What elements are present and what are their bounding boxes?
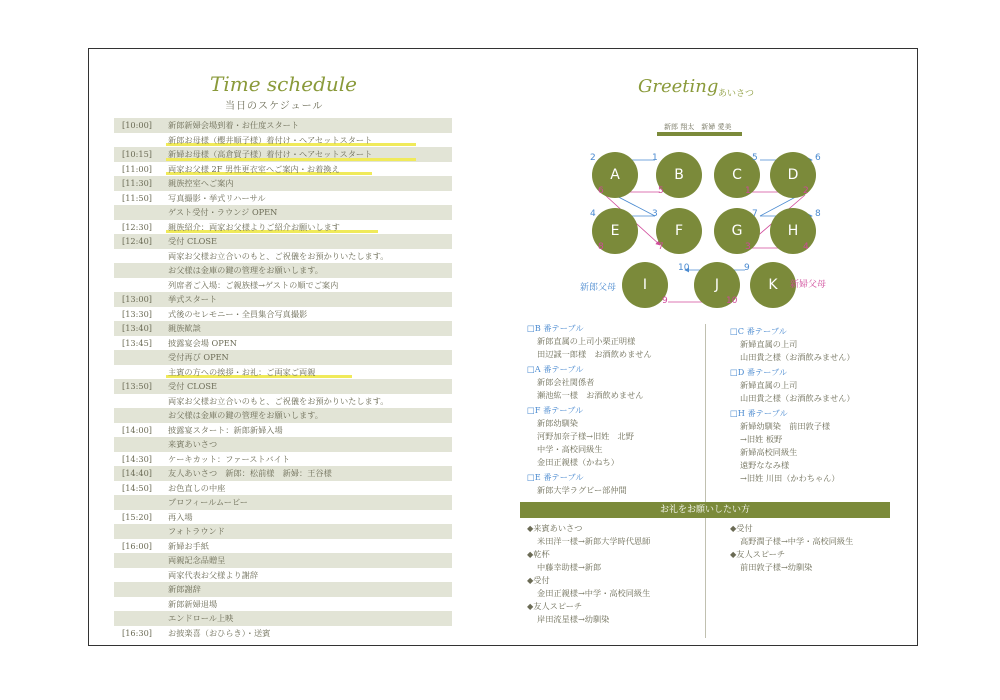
schedule-text: 来賓あいさつ: [168, 439, 218, 449]
table-note-heading: □B 番テーブル: [527, 323, 584, 333]
thanks-line: ◆友人スピーチ: [527, 601, 583, 611]
table-note-line: →旧姓 川田（かわちゃん）: [740, 473, 840, 483]
schedule-time: [14:50]: [122, 482, 152, 493]
seat-order-number: 9: [744, 263, 750, 273]
thanks-header: お礼をお願いしたい方: [520, 502, 890, 518]
schedule-text: 親族歓談: [168, 323, 201, 333]
schedule-text: フォトラウンド: [168, 526, 225, 536]
thanks-line: ◆受付: [730, 523, 753, 533]
schedule-time: [16:30]: [122, 627, 152, 638]
thanks-line: 前田敦子様→幼馴染: [740, 562, 813, 572]
schedule-text: 新郎謝辞: [168, 584, 201, 594]
table-note-heading: □E 番テーブル: [527, 472, 584, 482]
schedule-text: 両家お父様 2F 男性更衣室へご案内・お着換え: [168, 163, 340, 174]
table-note-line: 金田正親様（かねち）: [537, 457, 619, 467]
schedule-text: 親族控室へご案内: [168, 178, 234, 188]
thanks-line: 中藤幸助様→新郎: [537, 562, 602, 572]
table-note-line: →旧姓 板野: [740, 434, 783, 444]
schedule-text: 両親記念品贈呈: [168, 555, 226, 565]
table-j: J: [694, 262, 740, 308]
seat-order-number: 10: [726, 296, 738, 306]
thanks-line: ◆来賓あいさつ: [527, 523, 583, 533]
table-e: E: [592, 208, 638, 254]
table-note-line: 新婦幼馴染 前田敦子様: [740, 421, 831, 431]
seat-order-number: 6: [815, 153, 821, 163]
table-note: [527, 322, 652, 361]
schedule-time: [10:00]: [122, 120, 152, 130]
table-i: I: [622, 262, 668, 308]
table-f: F: [656, 208, 702, 254]
schedule-text: お披楽喜（おひらき）・送賓: [168, 627, 271, 638]
schedule-time: [14:40]: [122, 468, 152, 478]
table-note-line: 山田貴之様（お酒飲みません）: [740, 393, 855, 403]
schedule-text: 両家お父様お立合いのもと、ご祝儀をお預かりいたします。: [168, 395, 389, 406]
table-note-line: 河野加奈子様→旧姓 北野: [537, 431, 634, 441]
table-note: [527, 471, 627, 497]
table-note-line: 新婦直属の上司: [740, 380, 798, 390]
schedule-time: [12:30]: [122, 221, 152, 232]
schedule-time: [16:00]: [122, 540, 152, 551]
bride-parents-label: 新婦父母: [790, 280, 827, 290]
schedule-text: 披露宴会場 OPEN: [168, 337, 237, 348]
seat-order-number: 3: [745, 242, 751, 252]
thanks-line: 岸田流星様→幼馴染: [537, 614, 610, 624]
thanks-line: 金田正親様→中学・高校同級生: [537, 588, 651, 598]
schedule-text: 新婦お母様（高倉貿子様）着付け・ヘアセットスタート: [168, 149, 373, 159]
schedule-time: [13:00]: [122, 294, 152, 304]
seat-order-number: 4: [803, 242, 809, 252]
schedule-time: [13:45]: [122, 337, 152, 348]
schedule-time: [11:50]: [122, 192, 152, 203]
seat-order-number: 7: [658, 242, 664, 252]
couple-names: 新郎 翔太 新婦 愛美: [664, 123, 732, 131]
table-c: C: [714, 152, 760, 198]
seat-order-number: 2: [803, 186, 809, 196]
table-note-line: 新郎幼馴染: [537, 418, 578, 428]
schedule-text: 親族紹介：両家お父様よりご紹介お願いします: [168, 221, 340, 232]
table-b: B: [656, 152, 702, 198]
groom-parents-label: 新郎父母: [580, 283, 617, 293]
seat-order-number: 10: [678, 263, 690, 273]
column-divider: [705, 324, 706, 638]
greeting-title: Greeting: [638, 76, 719, 97]
thanks-line: 米田洋一様→新郎大学時代恩師: [537, 536, 651, 546]
table-note: [730, 325, 855, 364]
table-note-line: 新婦高校同級生: [740, 447, 798, 457]
schedule-text: 新婦お手紙: [168, 540, 209, 551]
seat-order-number: 1: [745, 186, 751, 196]
table-note-heading: □D 番テーブル: [730, 367, 788, 377]
greeting-subtitle: あいさつ: [718, 89, 755, 99]
schedule-text: 新郎新婦退場: [168, 598, 218, 609]
seat-order-number: 8: [815, 209, 821, 219]
schedule-time: [14:30]: [122, 453, 152, 464]
schedule-text: 友人あいさつ 新郎：松前様 新婦：王谷様: [168, 468, 332, 478]
schedule-text: 受付 CLOSE: [168, 236, 217, 246]
schedule-text: 受付 CLOSE: [168, 381, 217, 391]
table-note-line: 中学・高校同級生: [537, 444, 603, 454]
seat-order-number: 6: [598, 186, 604, 196]
schedule-text: 新郎お母様（櫻井順子様）着付け・ヘアセットスタート: [168, 134, 373, 145]
schedule-text: 写真撮影・挙式リハーサル: [168, 192, 266, 203]
seat-order-number: 8: [598, 242, 604, 252]
table-note-line: 新郎直属の上司小栗正明様: [537, 336, 636, 346]
seat-order-number: 3: [652, 209, 658, 219]
table-note-line: 山田貴之様（お酒飲みません）: [740, 352, 855, 362]
table-note-heading: □A 番テーブル: [527, 364, 584, 374]
table-note: [527, 363, 643, 402]
table-k: K: [750, 262, 796, 308]
seat-order-number: 1: [652, 153, 658, 163]
schedule-text: お父様は金庫の鍵の管理をお願いします。: [168, 410, 323, 420]
schedule-text: 両家代表お父様より謝辞: [168, 569, 259, 580]
thanks-line: ◆乾杯: [527, 549, 550, 559]
schedule-text: 披露宴スタート：新郎新婦入場: [168, 424, 283, 435]
seat-order-number: 5: [658, 186, 664, 196]
table-note-heading: □C 番テーブル: [730, 326, 787, 336]
seat-order-number: 5: [752, 153, 758, 163]
table-a: A: [592, 152, 638, 198]
table-note-line: 新郎大学ラグビー部仲間: [537, 485, 627, 495]
schedule-text: 新郎新婦会場到着・お仕度スタート: [168, 120, 300, 130]
schedule-time: [11:30]: [122, 178, 152, 188]
table-g: G: [714, 208, 760, 254]
seat-order-number: 7: [752, 209, 758, 219]
schedule-text: 主賓の方への挨拶・お礼：ご両家ご両親: [168, 366, 316, 377]
schedule-text: お色直しの中座: [168, 482, 226, 493]
schedule-text: 挙式スタート: [168, 294, 218, 304]
table-note-line: 新郎会社関係者: [537, 377, 595, 387]
table-note-line: 田辺誠一郎様 お酒飲めません: [537, 349, 652, 359]
thanks-line: 高野潤子様→中学・高校同級生: [740, 536, 854, 546]
thanks-list-left: [527, 522, 650, 626]
schedule-text: 式後のセレモニー・全員集合写真撮影: [168, 308, 308, 319]
schedule-text: 両家お父様お立合いのもと、ご祝儀をお預かりいたします。: [168, 250, 389, 261]
schedule-time: [10:15]: [122, 149, 152, 159]
thanks-line: ◆受付: [527, 575, 550, 585]
table-note-line: 新婦直属の上司: [740, 339, 798, 349]
schedule-text: エンドロール上映: [168, 613, 234, 623]
table-note-line: 遠野ななみ様: [740, 460, 790, 470]
table-d: D: [770, 152, 816, 198]
table-note: [527, 404, 634, 469]
table-note: [730, 407, 840, 485]
schedule-time: [12:40]: [122, 236, 152, 246]
schedule-time: [13:50]: [122, 381, 152, 391]
thanks-list-right: [730, 522, 853, 574]
seat-order-number: 2: [590, 153, 596, 163]
schedule-text: ゲスト受付・ラウンジ OPEN: [168, 207, 278, 217]
schedule-time: [13:40]: [122, 323, 152, 333]
schedule-time: [13:30]: [122, 308, 152, 319]
schedule-text: お父様は金庫の鍵の管理をお願いします。: [168, 265, 323, 275]
thanks-line: ◆友人スピーチ: [730, 549, 786, 559]
schedule-title: Time schedule: [210, 72, 357, 96]
table-note-heading: □F 番テーブル: [527, 405, 584, 415]
table-note: [730, 366, 855, 405]
table-note-line: 瀬池紘一様 お酒飲めません: [537, 390, 644, 400]
schedule-subtitle: 当日のスケジュール: [225, 101, 324, 112]
schedule-text: ケーキカット：ファーストバイト: [168, 453, 290, 464]
table-h: H: [770, 208, 816, 254]
schedule-text: 受付再び OPEN: [168, 352, 229, 362]
schedule-text: 再入場: [168, 511, 193, 522]
schedule-time: [11:00]: [122, 163, 152, 174]
table-note-heading: □H 番テーブル: [730, 408, 788, 418]
schedule-text: プロフィールムービー: [168, 497, 248, 507]
schedule-time: [15:20]: [122, 511, 152, 522]
schedule-time: [14:00]: [122, 424, 152, 435]
schedule-text: 列席者ご入場：ご親族様→ゲストの順でご案内: [168, 279, 339, 290]
seat-order-number: 4: [590, 209, 596, 219]
seat-order-number: 9: [662, 296, 668, 306]
